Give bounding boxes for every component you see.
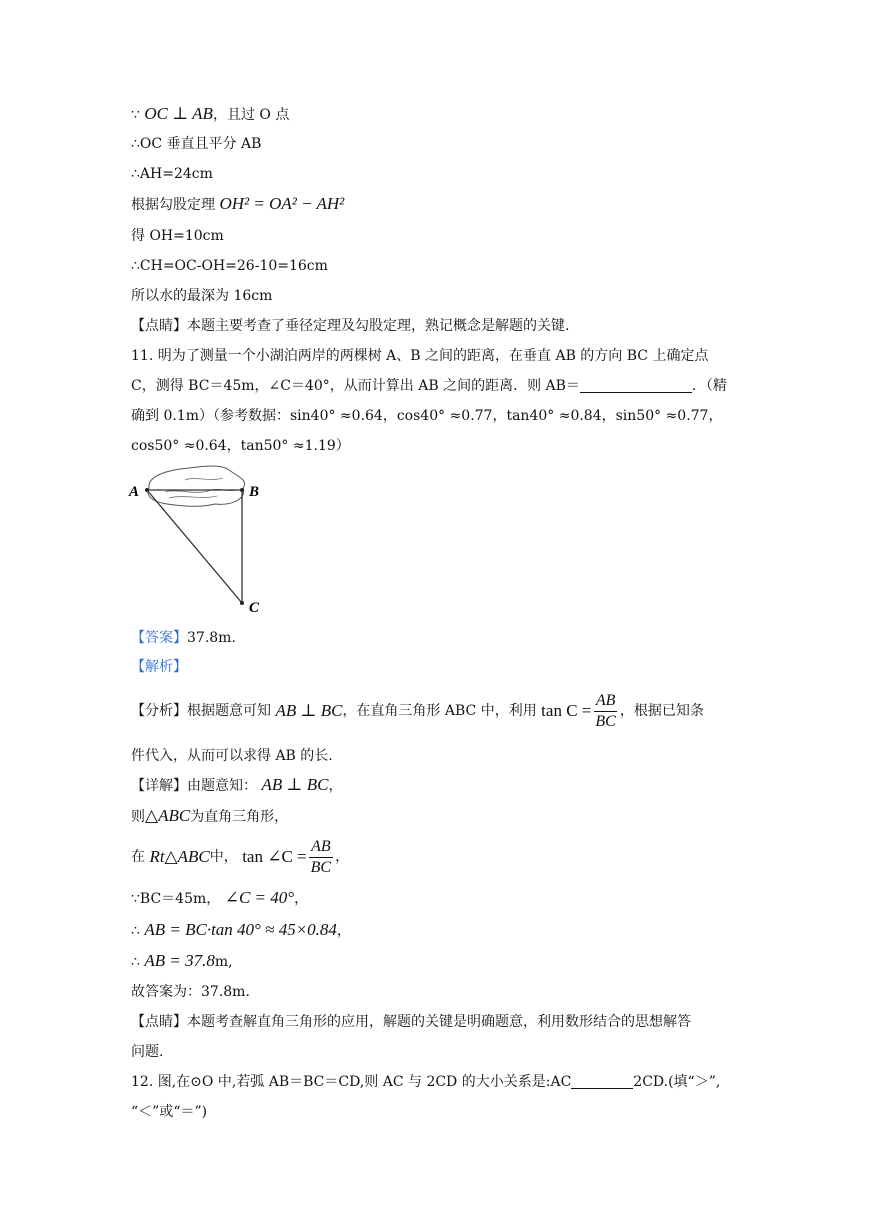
q11-line-3: 确到 0.1m）（参考数据：sin40° ≈0.64，cos40° ≈0.77，tan40° ≈0.84，sin50° ≈0.77， <box>131 408 723 424</box>
dianjing2-line-2: 问题. <box>131 1044 164 1060</box>
lake-triangle-figure <box>125 462 275 626</box>
answer-value: 37.8m. <box>187 630 236 646</box>
lake-wave-2 <box>169 496 217 498</box>
xiangjie-line-5: ∴ AB = BC·tan 40° ≈ 45×0.84， <box>131 920 351 939</box>
xiangjie-line-6: ∴ AB = 37.8m, <box>131 951 233 970</box>
label-b: B <box>249 484 260 500</box>
xiangjie-line-2: 则△ABC为直角三角形， <box>131 806 289 825</box>
xiangjie-line-3: 在 Rt△ABC 中， tan ∠C = $\frac{AB}{BC}$ ， <box>131 837 350 876</box>
proof-line-7: 所以水的最深为 16cm <box>131 288 273 304</box>
q11-line-4: cos50° ≈0.64，tan50° ≈1.19） <box>131 438 350 454</box>
dianjing2-line-1: 【点睛】本题考查解直角三角形的应用，解题的关键是明确题意，利用数形结合的思想解答 <box>131 1014 691 1030</box>
xiangjie-tag: 【详解】 <box>131 778 187 794</box>
fenxi-line-2: 件代入，从而可以求得 AB 的长. <box>131 748 333 764</box>
proof-line-3: ∴AH=24cm <box>131 166 213 182</box>
q12-line-2: “＜”或“＝”) <box>131 1104 208 1120</box>
q11-line-2: C，测得 BC＝45m，∠C＝40°，从而计算出 AB 之间的距离．则 AB＝ ．（精 <box>131 378 727 394</box>
proof-line-2: ∴OC 垂直且平分 AB <box>131 136 262 152</box>
q11-line-1: 11. 明为了测量一个小湖泊两岸的两棵树 A、B 之间的距离，在垂直 AB 的方向 BC 上确定点 <box>131 348 709 364</box>
lake-outline <box>148 466 245 506</box>
segment-ac <box>147 490 242 603</box>
dianjing-tag: 【点睛】 <box>131 318 187 334</box>
answer-line <box>131 628 236 648</box>
lake-wave-3 <box>185 478 223 480</box>
proof-line-6: ∴CH=OC-OH=26-10=16cm <box>131 258 328 274</box>
xiangjie-line-7: 故答案为：37.8m. <box>131 984 250 1000</box>
dianjing-line: 【点睛】本题主要考查了垂径定理及勾股定理，熟记概念是解题的关键. <box>131 318 570 334</box>
q12-line-1: 12. 图,在⊙O 中,若弧 AB＝BC＝CD,则 AC 与 2CD 的大小关系是:AC 2CD.(填“＞”, <box>131 1074 721 1090</box>
proof-line-5: 得 OH=10cm <box>131 228 224 244</box>
label-c: C <box>249 600 260 616</box>
fenxi-line-1: 【分析】 根据题意可知 AB ⊥ BC ，在直角三角形 ABC 中，利用 tan C = $\frac{AB}{BC}$ ，根据已知条 <box>131 689 704 733</box>
fraction-ab-bc-2: $\frac{AB}{BC}$ <box>310 837 332 876</box>
point-b <box>240 488 244 492</box>
fenxi-tag: 【分析】 <box>131 703 187 719</box>
fraction-ab-bc: $\frac{AB}{BC}$ <box>595 691 616 730</box>
math-ab-perp-bc: AB ⊥ BC <box>275 701 343 720</box>
xiangjie-line-4: ∵BC＝45m， ∠C = 40°， <box>131 888 309 907</box>
math-oc-perp-ab: OC ⊥ AB <box>144 104 213 123</box>
proof-line-1: ∵ OC ⊥ AB，且过 O 点 <box>131 104 290 123</box>
math-pythagoras: OH² = OA² − AH² <box>219 194 345 213</box>
analysis-line <box>131 657 187 677</box>
lake-triangle-svg <box>125 462 275 622</box>
q12-blank <box>571 1074 633 1089</box>
point-a <box>145 488 149 492</box>
analysis-tag: 【解析】 <box>131 659 187 675</box>
point-c <box>240 601 244 605</box>
proof-line-4: 根据勾股定理 OH² = OA² − AH² <box>131 194 345 213</box>
answer-tag: 【答案】 <box>131 630 187 646</box>
answer-blank <box>580 378 692 393</box>
label-a: A <box>129 484 140 500</box>
xiangjie-line-1: 【详解】由题意知： AB ⊥ BC， <box>131 775 343 794</box>
